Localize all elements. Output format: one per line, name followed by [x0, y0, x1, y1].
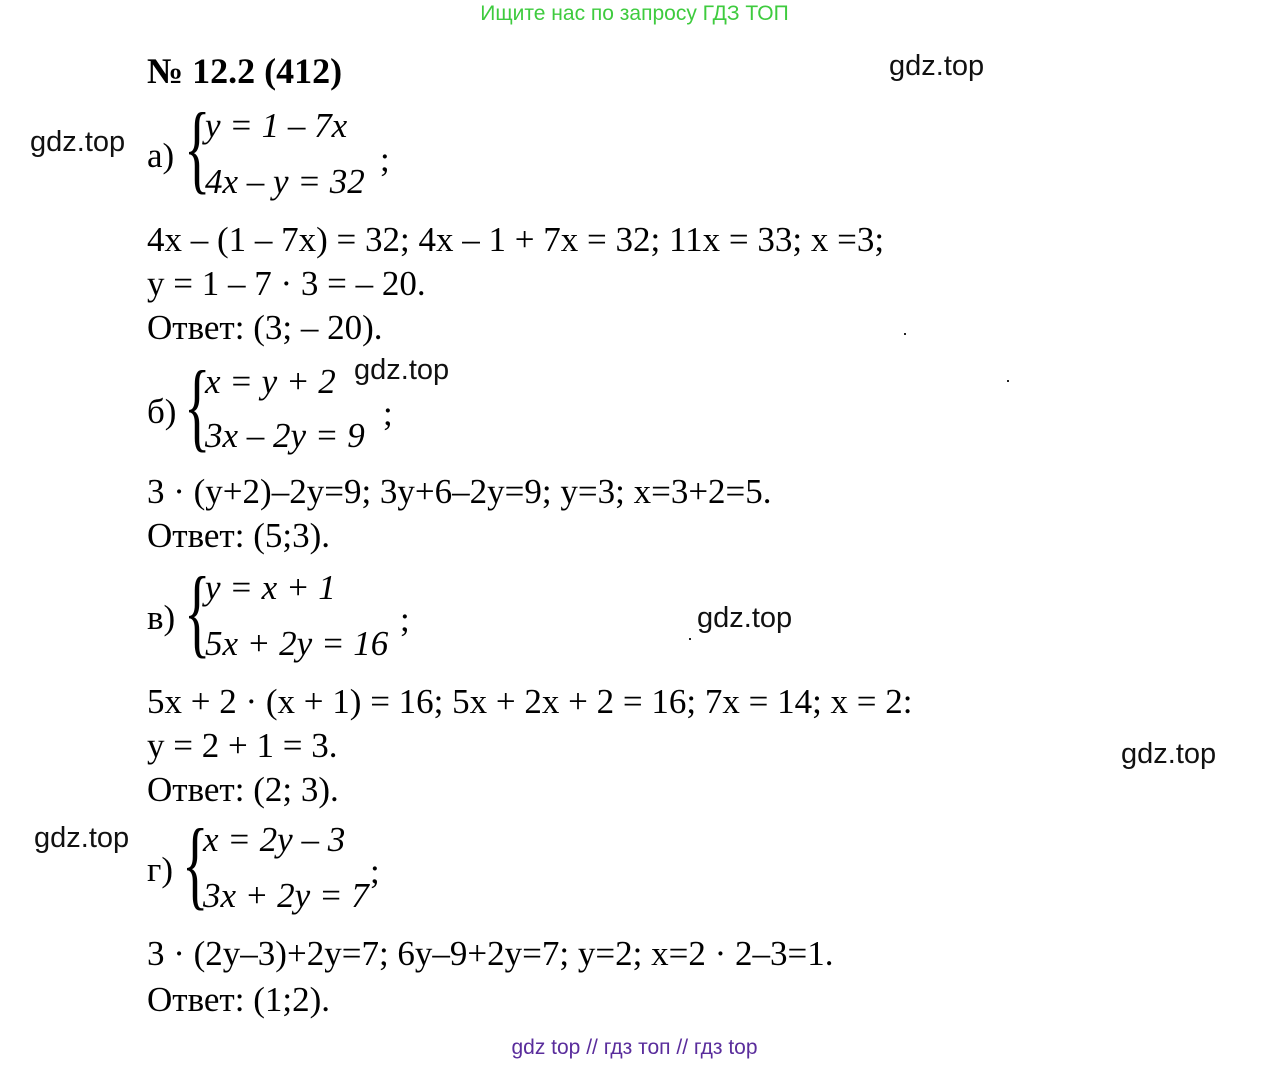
system-brace: { — [184, 350, 211, 461]
system-equation-1: y = x + 1 — [205, 568, 336, 607]
problem-title: № 12.2 (412) — [147, 51, 343, 91]
system-equation-1: x = y + 2 — [205, 362, 336, 401]
solution-line: 3 · (y+2)–2y=9; 3y+6–2y=9; y=3; x=3+2=5. — [147, 472, 772, 511]
semicolon: ; — [383, 394, 393, 433]
watermark: gdz.top — [34, 822, 130, 854]
footer-links: gdz top // гдз топ // гдз top — [511, 1036, 758, 1059]
system-equation-2: 3x + 2y = 7 — [203, 876, 369, 915]
system-brace: { — [184, 92, 211, 203]
solution-line: y = 2 + 1 = 3. — [147, 726, 338, 765]
semicolon: ; — [400, 600, 410, 639]
solution-line: 3 · (2y–3)+2y=7; 6y–9+2y=7; y=2; x=2 · 2–3=1. — [147, 934, 834, 973]
semicolon: ; — [380, 140, 390, 179]
watermark: gdz.top — [1121, 738, 1217, 770]
system-equation-1: y = 1 – 7x — [205, 106, 348, 145]
part-label: г) — [147, 850, 174, 889]
semicolon: ; — [370, 852, 380, 891]
solution-line: 5x + 2 · (x + 1) = 16; 5x + 2x + 2 = 16; 7x = 14; x = 2: — [147, 682, 913, 721]
answer: Ответ: (2; 3). — [147, 770, 339, 809]
answer: Ответ: (3; – 20). — [147, 308, 383, 347]
system-equation-1: x = 2y – 3 — [203, 820, 346, 859]
answer: Ответ: (5;3). — [147, 516, 330, 555]
part-label: а) — [147, 136, 175, 175]
solution-line: 4x – (1 – 7x) = 32; 4x – 1 + 7x = 32; 11x = 33; x =3; — [147, 220, 885, 259]
part-label: в) — [147, 598, 176, 637]
watermark: gdz.top — [354, 354, 450, 386]
watermark: gdz.top — [889, 50, 985, 82]
system-brace: { — [182, 808, 209, 919]
scan-speck — [689, 638, 691, 640]
system-brace: { — [184, 556, 211, 667]
system-equation-2: 4x – y = 32 — [205, 162, 365, 201]
system-equation-2: 5x + 2y = 16 — [205, 624, 389, 663]
watermark: gdz.top — [30, 126, 126, 158]
part-label: б) — [147, 392, 177, 431]
top-banner: Ищите нас по запросу ГДЗ ТОП — [480, 2, 789, 25]
answer: Ответ: (1;2). — [147, 980, 330, 1019]
scan-speck — [1007, 380, 1009, 382]
solution-line: y = 1 – 7 · 3 = – 20. — [147, 264, 426, 303]
scan-speck — [904, 333, 906, 335]
system-equation-2: 3x – 2y = 9 — [205, 416, 365, 455]
watermark: gdz.top — [697, 602, 793, 634]
